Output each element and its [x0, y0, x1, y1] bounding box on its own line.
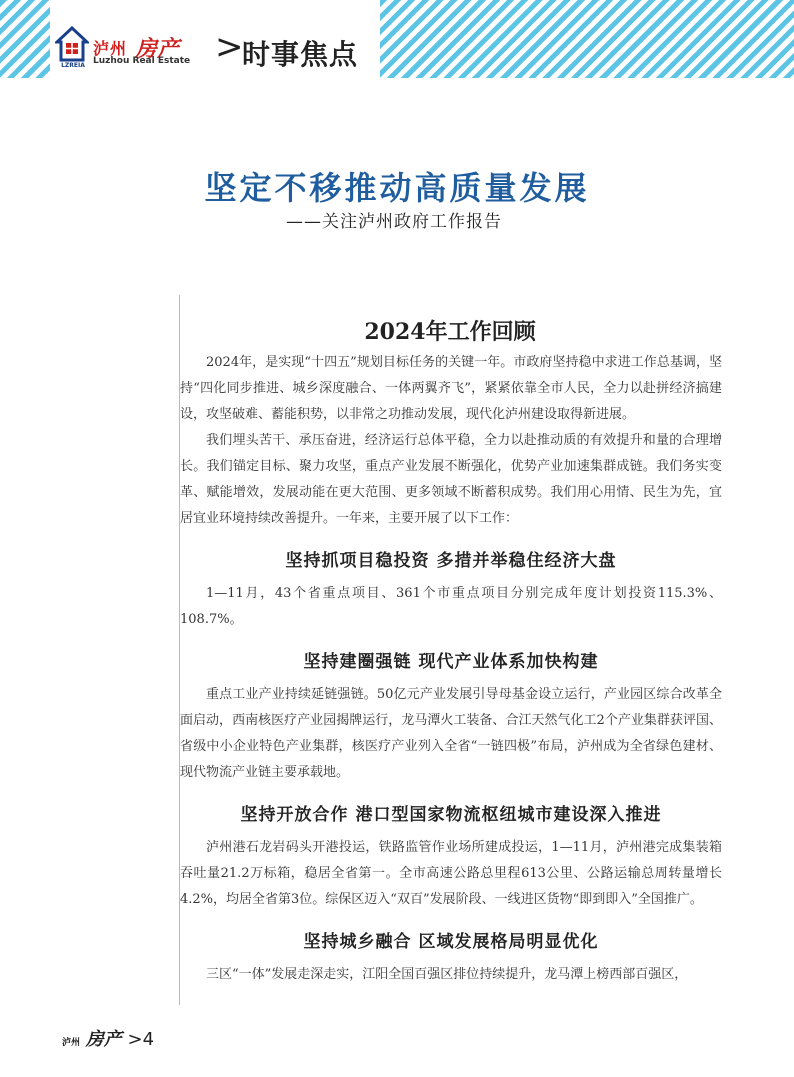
- header-hatch-left: [0, 0, 50, 78]
- header-hatch-right: [380, 0, 794, 78]
- logo-caption: LZREIA: [61, 62, 85, 69]
- footer-brand-big: 房产: [85, 1029, 122, 1050]
- year-review-heading: 2024年工作回顾: [364, 319, 536, 345]
- section-title: 时事焦点: [242, 38, 359, 71]
- section-paragraph: 泸州港石龙岩码头开港投运，铁路监管作业场所建成投运，1—11月，泸州港完成集装箱吞吐量21.2万标箱，稳居全省第一。全市高速公路总里程613公里、公路运输总周转量增长4.2%，均居全省第3位。综保区迈入“双百”发展阶段、一线进区货物“即到即入”全国推广。: [180, 840, 722, 907]
- section-paragraph: 重点工业产业持续延链强链。50亿元产业发展引导母基金设立运行，产业园区综合改革全面启动，西南核医疗产业园揭牌运行，龙马潭火工装备、合江天然气化工2个产业集群获评国、省级中小企业特色产业集群，核医疗产业列入全省“一链四极”布局，泸州成为全省绿色建材、现代物流产业链主要承载地。: [180, 687, 722, 780]
- brand-name-cn-script: 房产: [135, 36, 180, 62]
- section-heading: 坚持开放合作 港口型国家物流枢纽城市建设深入推进: [240, 805, 662, 825]
- section-heading: 坚持建圈强链 现代产业体系加快构建: [303, 652, 599, 672]
- brand-name-en: Luzhou Real Estate: [93, 56, 191, 66]
- article-subtitle: ——关注泸州政府工作报告: [286, 212, 502, 232]
- intro-paragraph: 2024年，是实现“十四五”规划目标任务的关键一年。市政府坚持稳中求进工作总基调，坚持“四化同步推进、城乡深度融合、一体两翼齐飞”，紧紧依靠全市人民，全力以赴拼经济搞建设，攻坚破难、蓄能积势，以非常之功推动发展，现代化泸州建设取得新进展。: [180, 355, 722, 422]
- footer-brand-small: 泸州: [62, 1038, 81, 1048]
- brand-name-cn: 泸州: [93, 39, 128, 58]
- page-footer: [62, 1025, 154, 1051]
- article-title: 坚定不移推动高质量发展: [204, 169, 590, 207]
- intro-paragraph: 我们埋头苦干、承压奋进，经济运行总体平稳，全力以赴推动质的有效提升和量的合理增长。我们锚定目标、聚力攻坚，重点产业发展不断强化，优势产业加速集群成链。我们务实变革、赋能增效，发展动能在更大范围、更多领域不断蓄积成势。我们用心用情、民生为先，宜居宜业环境持续改善提升。一年来，主要开展了以下工作：: [180, 433, 722, 526]
- section-heading: 坚持抓项目稳投资 多措并举稳住经济大盘: [285, 551, 617, 571]
- article-body: [180, 350, 722, 988]
- section-paragraph: 三区“一体”发展走深走实，江阳全国百强区排位持续提升，龙马潭上榜西部百强区，: [206, 967, 688, 982]
- section-separator: >: [215, 27, 244, 67]
- section-paragraph: 1—11月，43个省重点项目、361个市重点项目分别完成年度计划投资115.3%、108.7%。: [180, 586, 722, 627]
- page-number: >4: [127, 1029, 155, 1050]
- section-heading: 坚持城乡融合 区域发展格局明显优化: [303, 932, 599, 952]
